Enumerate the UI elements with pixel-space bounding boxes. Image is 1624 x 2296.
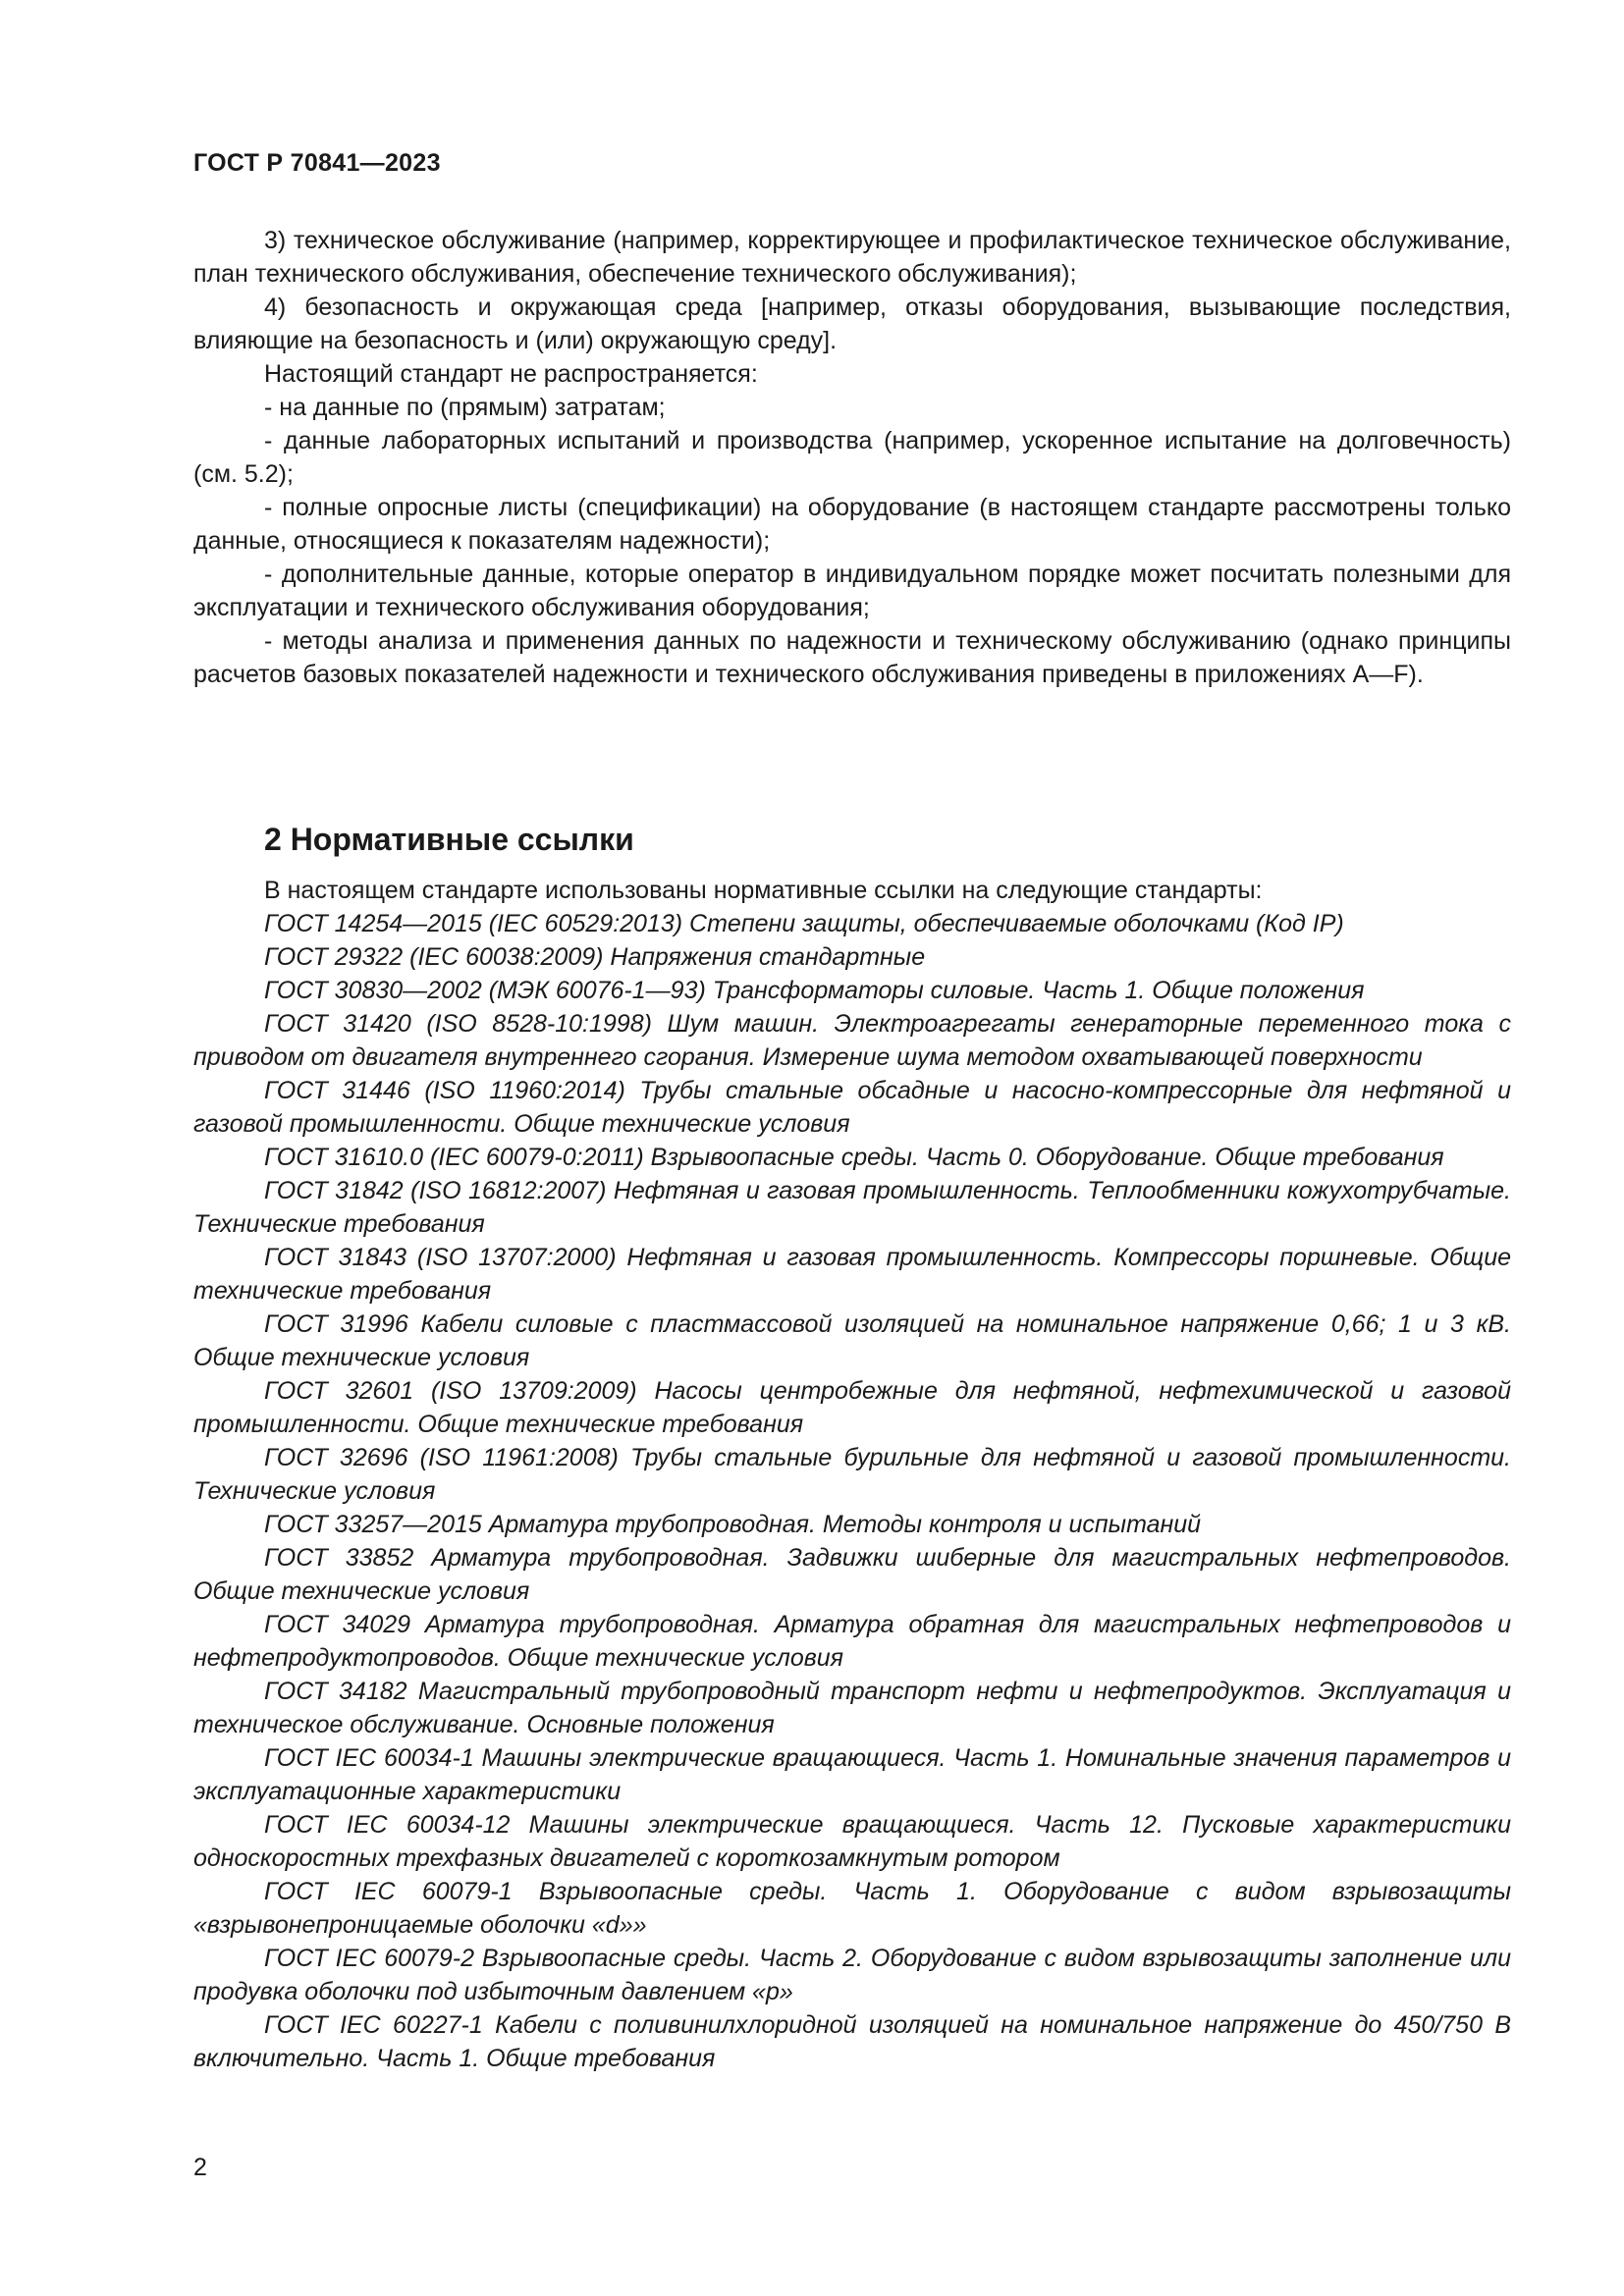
reference-item: ГОСТ 33852 Арматура трубопроводная. Задвижки шиберные для магистральных нефтепроводов. Общие технические условия <box>193 1544 1511 1605</box>
reference-item: ГОСТ 14254—2015 (IEC 60529:2013) Степени защиты, обеспечиваемые оболочками (Код IP) <box>264 910 1344 937</box>
reference-item: ГОСТ 33257—2015 Арматура трубопроводная. Методы контроля и испытаний <box>264 1511 1202 1538</box>
reference-item: ГОСТ 34029 Арматура трубопроводная. Арматура обратная для магистральных нефтепроводов и нефтепродуктопроводов. Общие технические условия <box>193 1611 1511 1672</box>
intro-paragraph: - на данные по (прямым) затратам; <box>264 394 666 421</box>
page-number: 2 <box>193 2154 207 2181</box>
reference-item: ГОСТ 31843 (ISO 13707:2000) Нефтяная и газовая промышленность. Компрессоры поршневые. Общие технические требования <box>193 1244 1511 1305</box>
reference-item: ГОСТ IEC 60034-12 Машины электрические вращающиеся. Часть 12. Пусковые характеристики односкоростных трехфазных двигателей с короткозамкнутым ротором <box>193 1811 1511 1872</box>
intro-paragraph: Настоящий стандарт не распространяется: <box>264 360 758 388</box>
document-header: ГОСТ Р 70841—2023 <box>193 149 441 177</box>
reference-item: ГОСТ 31446 (ISO 11960:2014) Трубы стальные обсадные и насосно-компрессорные для нефтяной и газовой промышленности. Общие технические условия <box>193 1077 1511 1138</box>
intro-paragraph: 4) безопасность и окружающая среда [например, отказы оборудования, вызывающие последствия, влияющие на безопасность и (или) окружающую среду]. <box>193 294 1511 354</box>
reference-item: ГОСТ 31996 Кабели силовые с пластмассовой изоляцией на номинальное напряжение 0,66; 1 и 3 кВ. Общие технические условия <box>193 1310 1511 1371</box>
intro-paragraph: 3) техническое обслуживание (например, корректирующее и профилактическое техническое обслуживание, план технического обслуживания, обеспечение технического обслуживания); <box>193 227 1511 288</box>
normative-references-section <box>193 817 1511 2075</box>
reference-item: ГОСТ IEC 60079-2 Взрывоопасные среды. Часть 2. Оборудование с видом взрывозащиты заполнение или продувка оболочки под избыточным давлением «р» <box>193 1945 1511 2005</box>
reference-item: ГОСТ IEC 60079-1 Взрывоопасные среды. Часть 1. Оборудование с видом взрывозащиты «взрывонепроницаемые оболочки «d»» <box>193 1878 1511 1939</box>
reference-item: ГОСТ 30830—2002 (МЭК 60076-1—93) Трансформаторы силовые. Часть 1. Общие положения <box>264 977 1365 1004</box>
reference-item: ГОСТ 31842 (ISO 16812:2007) Нефтяная и газовая промышленность. Теплообменники кожухотрубчатые. Технические требования <box>193 1177 1511 1238</box>
reference-item: ГОСТ 32601 (ISO 13709:2009) Насосы центробежные для нефтяной, нефтехимической и газовой промышленности. Общие технические требования <box>193 1377 1511 1438</box>
reference-item: ГОСТ 29322 (IEC 60038:2009) Напряжения стандартные <box>264 943 926 971</box>
section-heading: 2 Нормативные ссылки <box>264 822 634 857</box>
reference-item: ГОСТ 32696 (ISO 11961:2008) Трубы стальные бурильные для нефтяной и газовой промышленности. Технические условия <box>193 1444 1511 1505</box>
intro-block <box>193 224 1511 691</box>
intro-paragraph: - методы анализа и применения данных по надежности и техническому обслуживанию (однако принципы расчетов базовых показателей надежности и технического обслуживания приведены в приложениях А—F). <box>193 627 1511 688</box>
reference-item: ГОСТ 34182 Магистральный трубопроводный транспорт нефти и нефтепродуктов. Эксплуатация и техническое обслуживание. Основные положения <box>193 1678 1511 1738</box>
reference-item: ГОСТ 31610.0 (IEC 60079-0:2011) Взрывоопасные среды. Часть 0. Оборудование. Общие требования <box>264 1144 1444 1171</box>
reference-item: ГОСТ IEC 60227-1 Кабели с поливинилхлоридной изоляцией на номинальное напряжение до 450/750 В включительно. Часть 1. Общие требования <box>193 2011 1511 2072</box>
intro-paragraph: - дополнительные данные, которые оператор в индивидуальном порядке может посчитать полезными для эксплуатации и технического обслуживания оборудования; <box>193 561 1511 621</box>
reference-item: ГОСТ IEC 60034-1 Машины электрические вращающиеся. Часть 1. Номинальные значения параметров и эксплуатационные характеристики <box>193 1744 1511 1805</box>
reference-item: ГОСТ 31420 (ISO 8528-10:1998) Шум машин. Электроагрегаты генераторные переменного тока с приводом от двигателя внутреннего сгорания. Измерение шума методом охватывающей поверхности <box>193 1010 1511 1071</box>
section-intro: В настоящем стандарте использованы нормативные ссылки на следующие стандарты: <box>264 877 1263 904</box>
intro-paragraph: - полные опросные листы (спецификации) на оборудование (в настоящем стандарте рассмотрены только данные, относящиеся к показателям надежности); <box>193 494 1511 555</box>
intro-paragraph: - данные лабораторных испытаний и производства (например, ускоренное испытание на долговечность) (см. 5.2); <box>193 427 1511 488</box>
